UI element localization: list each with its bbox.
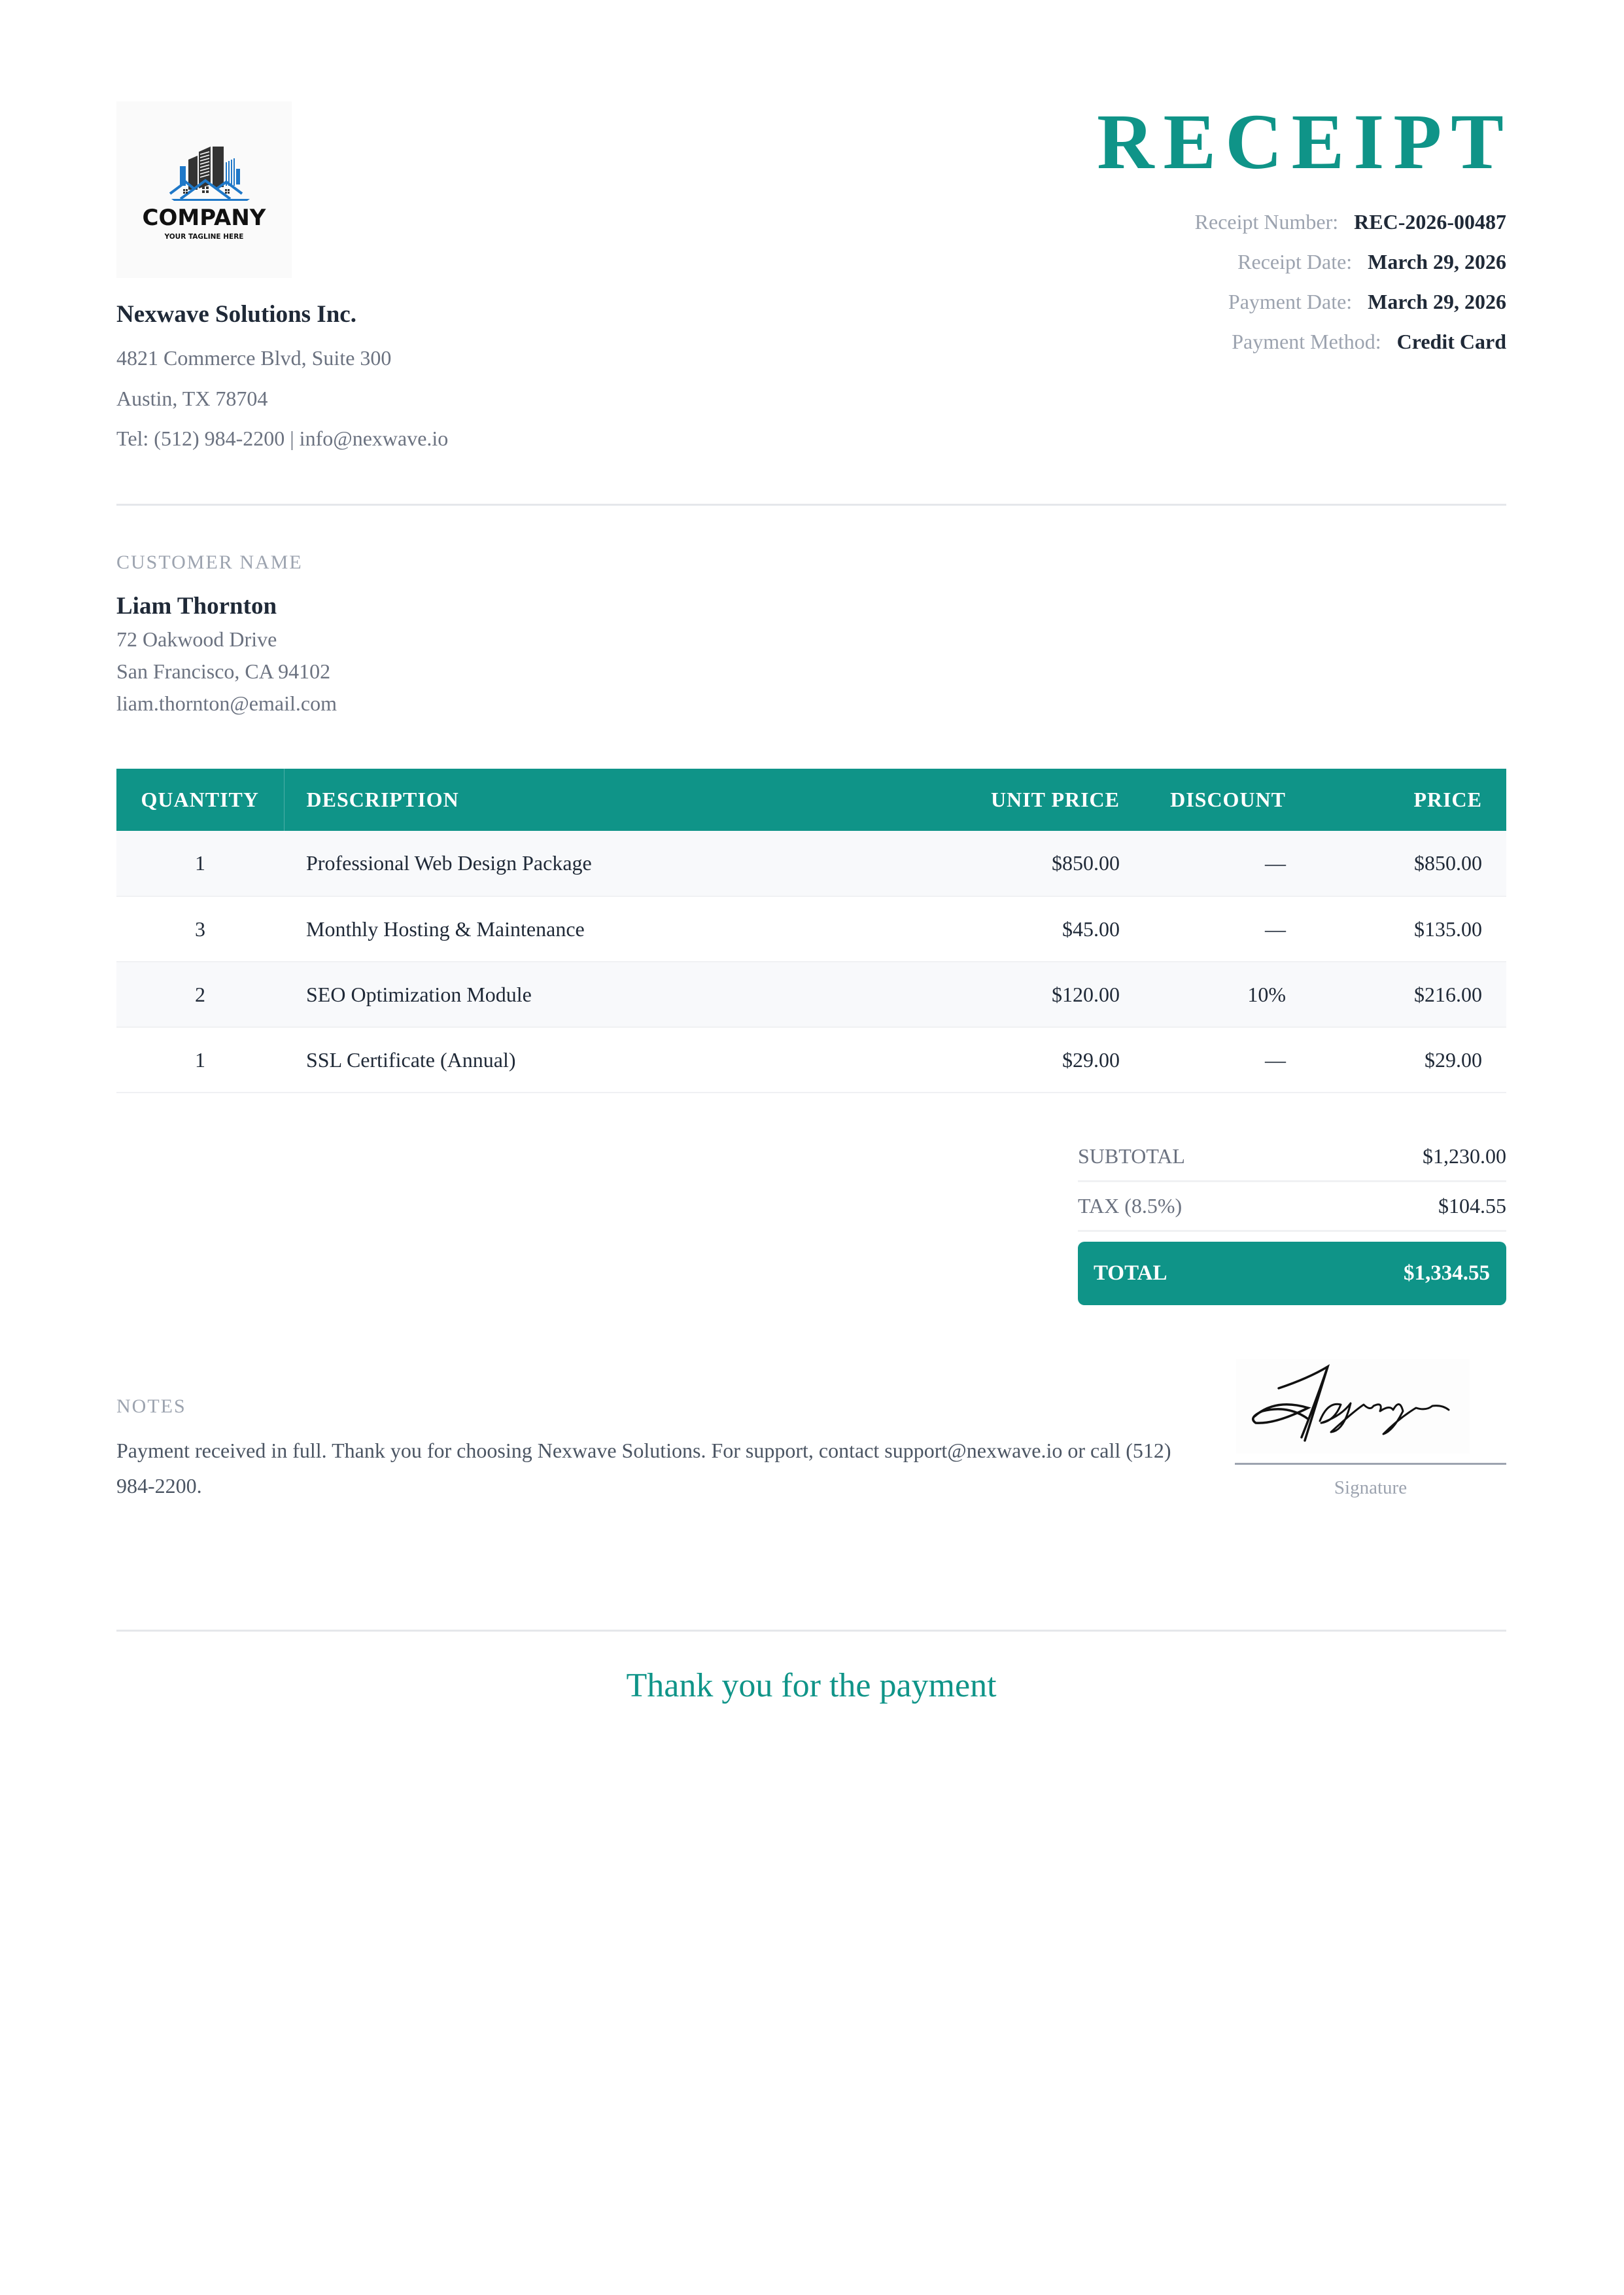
customer-address-line2: San Francisco, CA 94102 — [116, 659, 331, 684]
meta-payment-date — [1048, 289, 1506, 329]
receipt-header — [116, 98, 1513, 504]
signature-image — [1236, 1359, 1470, 1454]
cell-description: Monthly Hosting & Maintenance — [306, 917, 585, 941]
column-header-unit-price: UNIT PRICE — [991, 788, 1120, 811]
meta-value: March 29, 2026 — [1368, 290, 1506, 313]
cell-discount: 10% — [1247, 982, 1286, 1006]
total-label: TOTAL — [1094, 1261, 1167, 1285]
meta-payment-method — [1048, 329, 1506, 369]
cell-discount: — — [1265, 917, 1286, 941]
column-header-price: PRICE — [1413, 788, 1482, 811]
notes-signature-section — [116, 1359, 1506, 1630]
receipt-meta-list — [1048, 209, 1506, 369]
total-value: $1,334.55 — [1404, 1261, 1490, 1285]
meta-value: REC-2026-00487 — [1354, 210, 1506, 234]
thank-you-message: Thank you for the payment — [626, 1667, 997, 1704]
table-header-row — [116, 769, 1506, 831]
customer-name: Liam Thornton — [116, 593, 277, 620]
buildings-houses-logo-icon — [152, 139, 256, 204]
column-header-quantity: QUANTITY — [116, 769, 284, 831]
cell-price: $135.00 — [1414, 917, 1482, 941]
cell-unit-price: $29.00 — [1062, 1047, 1120, 1072]
notes-block — [116, 1359, 1176, 1503]
meta-value: Credit Card — [1396, 330, 1506, 353]
customer-section-label: CUSTOMER NAME — [116, 552, 303, 573]
cell-quantity: 3 — [195, 917, 205, 941]
logo-wordmark: COMPANY — [142, 205, 266, 232]
cell-price: $850.00 — [1414, 851, 1482, 875]
cell-discount: — — [1265, 1047, 1286, 1072]
footer-divider — [116, 1630, 1506, 1632]
tax-row — [1078, 1182, 1506, 1232]
table-row — [116, 896, 1506, 962]
column-header-discount: DISCOUNT — [1170, 788, 1286, 811]
notes-text: Payment received in full. Thank you for choosing Nexwave Solutions. For support, contact support@nexwave.io or call (512) 984-2200. — [116, 1439, 1171, 1498]
table-row — [116, 831, 1506, 896]
company-name: Nexwave Solutions Inc. — [116, 301, 356, 328]
cell-description: SSL Certificate (Annual) — [306, 1047, 516, 1072]
handwritten-signature-icon — [1236, 1359, 1470, 1454]
meta-receipt-date — [1048, 249, 1506, 289]
meta-label: Receipt Date: — [1237, 250, 1353, 273]
cell-price: $29.00 — [1425, 1047, 1482, 1072]
meta-label: Payment Method: — [1232, 330, 1381, 353]
customer-section — [116, 506, 1506, 769]
cell-quantity: 2 — [195, 982, 205, 1006]
receipt-meta-block — [1048, 98, 1513, 369]
cell-quantity: 1 — [195, 1047, 205, 1072]
company-address-line1: 4821 Commerce Blvd, Suite 300 — [116, 346, 392, 370]
subtotal-row — [1078, 1132, 1506, 1182]
cell-quantity: 1 — [195, 851, 205, 875]
column-header-description: DESCRIPTION — [306, 788, 459, 811]
subtotal-label: SUBTOTAL — [1078, 1144, 1185, 1168]
meta-receipt-number — [1048, 209, 1506, 249]
cell-unit-price: $120.00 — [1052, 982, 1120, 1006]
tax-value: $104.55 — [1438, 1194, 1506, 1218]
company-contact: Tel: (512) 984-2200 | info@nexwave.io — [116, 427, 449, 451]
notes-label: NOTES — [116, 1395, 186, 1417]
meta-label: Receipt Number: — [1194, 210, 1339, 234]
receipt-title: RECEIPT — [1097, 98, 1513, 186]
cell-description: SEO Optimization Module — [306, 982, 532, 1006]
customer-email: liam.thornton@email.com — [116, 692, 337, 716]
company-block — [116, 101, 705, 451]
meta-label: Payment Date: — [1228, 290, 1353, 313]
line-items-table — [116, 769, 1506, 1093]
logo-tagline: YOUR TAGLINE HERE — [164, 233, 244, 241]
signature-block — [1235, 1359, 1506, 1499]
total-row — [1078, 1242, 1506, 1305]
totals-block — [1078, 1132, 1506, 1305]
company-logo — [116, 101, 292, 278]
cell-price: $216.00 — [1414, 982, 1482, 1006]
signature-line — [1235, 1463, 1506, 1465]
table-row — [116, 1027, 1506, 1093]
customer-address-line1: 72 Oakwood Drive — [116, 627, 277, 652]
subtotal-value: $1,230.00 — [1423, 1144, 1506, 1168]
signature-label: Signature — [1334, 1477, 1408, 1498]
cell-unit-price: $45.00 — [1062, 917, 1120, 941]
cell-unit-price: $850.00 — [1052, 851, 1120, 875]
table-row — [116, 962, 1506, 1027]
cell-description: Professional Web Design Package — [306, 851, 592, 875]
cell-discount: — — [1265, 851, 1286, 875]
tax-label: TAX (8.5%) — [1078, 1194, 1183, 1218]
company-address-line2: Austin, TX 78704 — [116, 386, 268, 410]
meta-value: March 29, 2026 — [1368, 250, 1506, 273]
